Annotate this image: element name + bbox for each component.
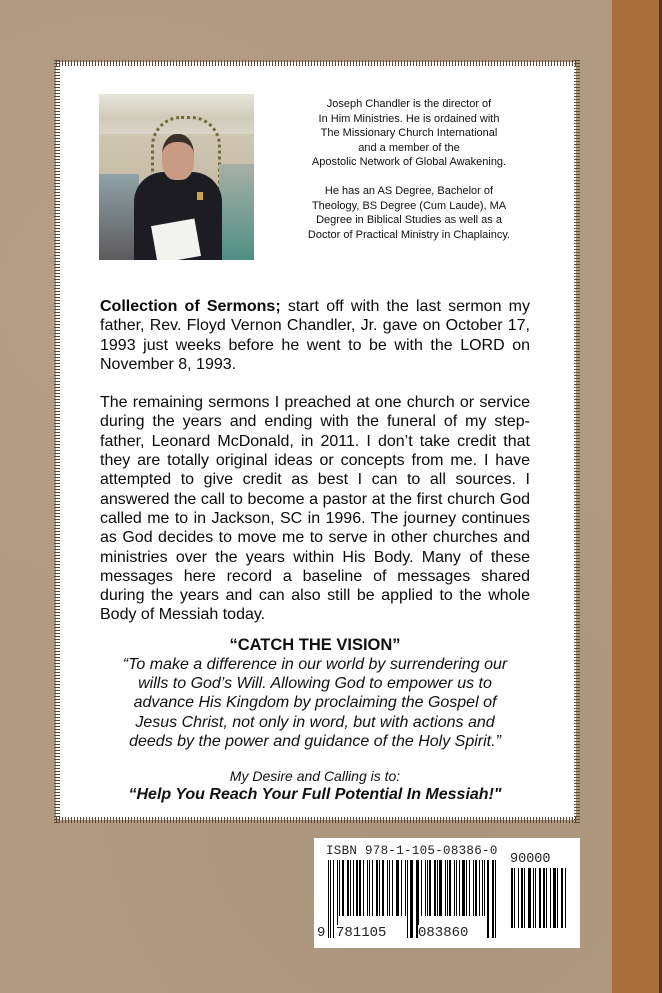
barcode-digit-first: 9 — [317, 925, 326, 941]
isbn-barcode — [314, 838, 580, 948]
calling-motto: “Help You Reach Your Full Potential In Messiah!" — [128, 786, 502, 803]
uniform-badge — [197, 192, 203, 200]
vision-quote: “To make a difference in our world by surrendering our wills to God’s Will. Allowing God to empower us to advance His Kingdom by proclaiming the Gospel of Jesus Christ, not only in word, but with actions and deeds by the power and guidance of the Holy Spirit.” — [122, 656, 508, 750]
author-face — [162, 134, 194, 180]
stitch-border-bottom — [56, 817, 578, 823]
author-photo — [99, 94, 254, 260]
description-paragraph-2: The remaining sermons I preached at one church or service during the years and ending with the funeral of my step-father, Leonard McDonald, in 2011. I don’t take credit that they are totally original ideas or concepts from me. I have attempted to give credit as best I can to all sources. I answered the call to become a pastor at the first church God called me to in Jackson, SC in 1996. The journey continues as God decides to move me to serve in other churches and ministries over the years within His Body. Many of these messages here record a baseline of messages shared during the years and can also still be applied to the whole Body of Messiah today. — [100, 394, 530, 624]
calling-statement — [100, 768, 530, 805]
bio-paragraph-1: Joseph Chandler is the director of In Him Ministries. He is ordained with The Missionary Church International and a member of the Apostolic Network of Global Awakening. — [311, 98, 507, 169]
description-paragraph-1: Collection of Sermons; start off with the last sermon my father, Rev. Floyd Vernon Chandler, Jr. gave on October 17, 1993 just weeks before he went to be with the LORD on November 8, 1993. — [100, 298, 530, 373]
vision-title: “CATCH THE VISION” — [229, 636, 401, 654]
stitch-border-right — [574, 60, 580, 823]
book-description — [100, 297, 530, 644]
price-code: 90000 — [510, 852, 551, 867]
calling-lead: My Desire and Calling is to: — [229, 768, 401, 784]
isbn-label: ISBN 978-1-105-08386-0 — [326, 844, 498, 858]
vision-statement — [100, 636, 530, 751]
papers-in-hand — [151, 218, 201, 260]
description-lead: Collection of Sermons; — [100, 298, 281, 315]
price-bars — [511, 868, 575, 928]
stitch-border-top — [56, 60, 578, 66]
barcode-digits-right: 083860 — [418, 925, 469, 941]
bio-paragraph-2: He has an AS Degree, Bachelor of Theology, BS Degree (Cum Laude), MA Degree in Biblical Studies as well as a Doctor of Practical Ministry in Chaplaincy. — [307, 184, 511, 241]
book-spine — [612, 0, 659, 993]
stitch-border-left — [54, 60, 60, 823]
barcode-digits-left: 781105 — [336, 925, 387, 941]
author-bio — [274, 97, 544, 256]
